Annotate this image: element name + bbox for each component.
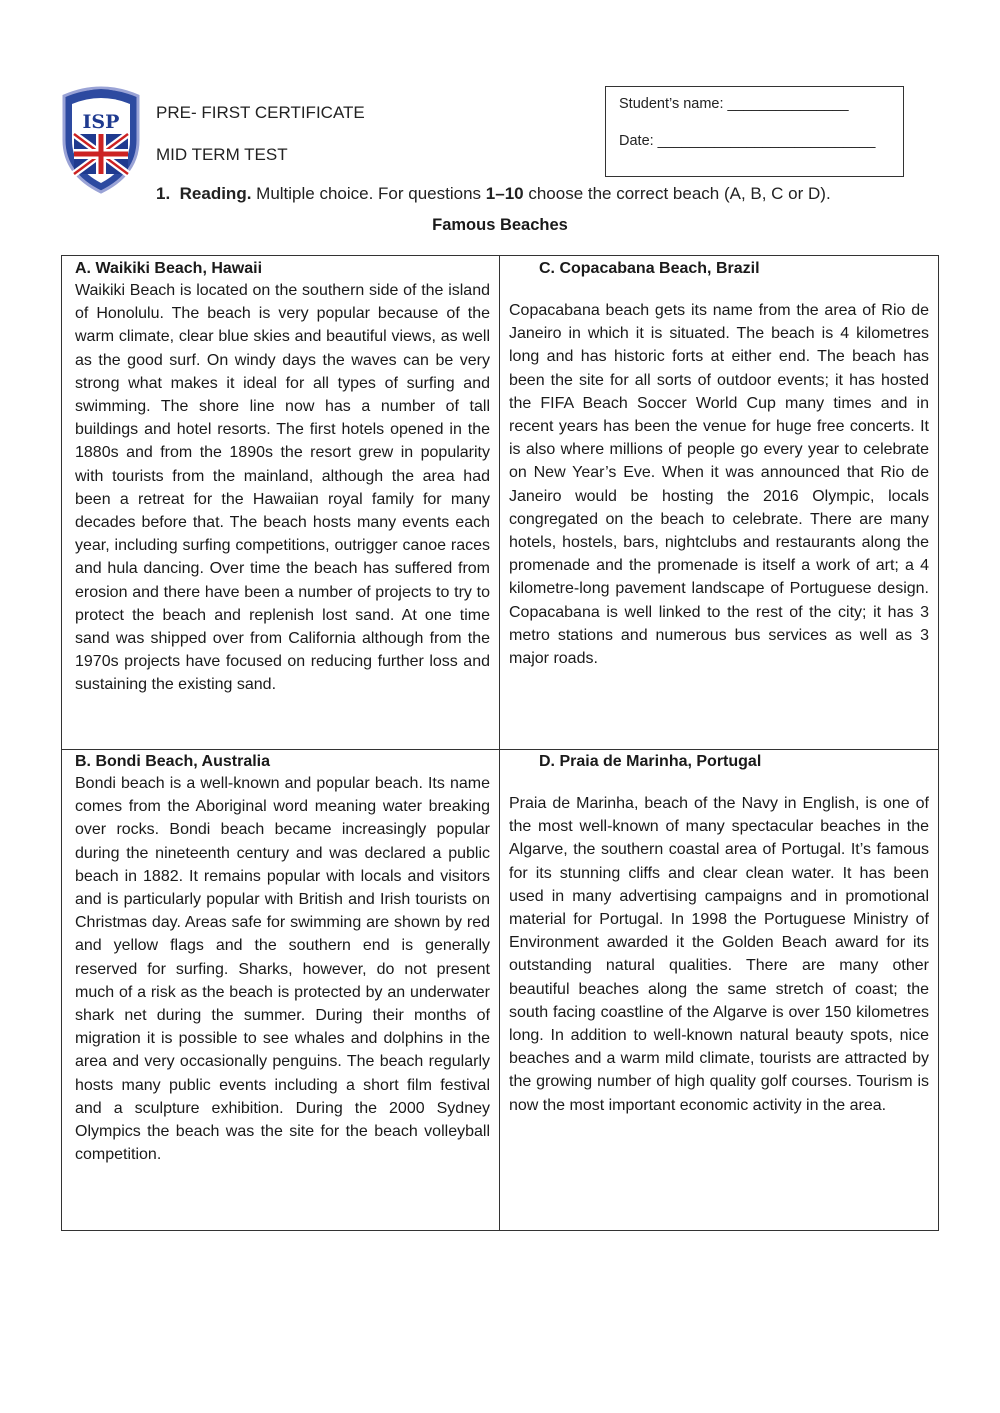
- beach-c-text: Copacabana beach gets its name from the area of Rio de Janeiro in which it is situated. The beach is 4 kilometres long and has historic forts at either end. The beach has been the site for all sorts of outdoor events; it has hosted the FIFA Beach Soccer World Cup many times and in recent years has been the venue for huge free concerts. It is also where millions of people go every year to celebrate on New Year’s Eve. When it was announced that Rio de Janeiro would be hosting the 2016 Olympic, locals congregated on the beach to celebrate. There are many hotels, hostels, bars, nightclubs and restaurants along the promenade and the promenade is itself a work of art; a 4 kilometre-long pavement landscape of Portuguese design. Copacabana is well linked to the rest of the city; it has 3 metro stations and numerous bus services as well as 3 major roads.: [509, 302, 929, 668]
- instruction-text-1: Multiple choice. For questions: [251, 184, 486, 203]
- beach-a-cell: [75, 259, 490, 697]
- question-range: 1–10: [485, 184, 524, 203]
- beach-a-text: Waikiki Beach is located on the southern side of the island of Honolulu. The beach is very popular because of the warm climate, clear blue skies and beautiful views, as well as the good surf. On windy days the waves can be very strong what makes it ideal for all types of surfing and swimming. The shore line now has a number of tall buildings and hotel resorts. The first hotels opened in the 1880s and from the 1890s the resort grew in popularity with tourists from the mainland, although the area had been a retreat for the Hawaiian royal family for many decades before that. The beach hosts many events each year, including surfing competitions, outrigger canoe races and hula dancing. Over time the beach has suffered from erosion and there have been a number of projects to try to protect the beach and replenish lost sand. At one time sand was shipped over from California although from the 1970s projects have focused on reducing further loss and sustaining the existing sand.: [75, 282, 490, 694]
- school-logo: [60, 82, 142, 194]
- question-instruction: [156, 184, 831, 204]
- question-number: 1.: [156, 184, 171, 203]
- passage-title: Famous Beaches: [432, 216, 568, 234]
- beach-b-text: Bondi beach is a well-known and popular beach. Its name comes from the Aboriginal word meaning water breaking over rocks. Bondi beach became increasingly popular during the nineteenth century and was declared a public beach in 1882. It remains popular with locals and visitors and is particularly popular with British and Irish tourists on Christmas day. Areas safe for swimming are shown by red and yellow flags and the southern end is generally reserved for surfing. Sharks, however, do not present much of a risk as the beach is protected by an underwater shark net during the summer. During their months of migration it is possible to see whales and dolphins in the area and very occasionally penguins. The beach regularly hosts many public events including a short film festival and a sculpture exhibition. During the 2000 Sydney Olympics the beach was the site for the beach volleyball competition.: [75, 775, 490, 1164]
- test-type-heading: MID TERM TEST: [156, 145, 288, 164]
- beach-d-text: Praia de Marinha, beach of the Navy in English, is one of the most well-known of many spectacular beaches in the Algarve, the southern coastal area of Portugal. It’s famous for its stunning cliffs and clear clean water. It has been used in many advertising campaigns and in promotional material for Portugal. In 1998 the Portuguese Ministry of Environment awarded it the Golden Beach award for its outstanding natural qualities. There are many other beautiful beaches along the same stretch of coast; the south facing coastline of the Algarve is over 150 kilometres long. In addition to well-known natural beauty spots, nice beaches and a warm mild climate, tourists are attracted by the growing number of high quality golf courses. Tourism is now the most important economic activity in the area.: [509, 795, 929, 1114]
- beach-b-heading: B. Bondi Beach, Australia: [75, 753, 270, 770]
- beach-d-cell: [509, 752, 929, 1117]
- test-level-heading: PRE- FIRST CERTIFICATE: [156, 103, 365, 122]
- table-row-divider: [61, 749, 939, 750]
- beach-b-cell: [75, 752, 490, 1166]
- student-info-box: [605, 86, 904, 177]
- date-field[interactable]: Date: ___________________________: [619, 133, 876, 149]
- beach-a-heading: A. Waikiki Beach, Hawaii: [75, 260, 263, 277]
- beach-d-heading: D. Praia de Marinha, Portugal: [539, 753, 762, 770]
- logo-lettering: ISP: [82, 111, 120, 133]
- table-column-divider: [499, 255, 500, 1231]
- beach-c-heading: C. Copacabana Beach, Brazil: [539, 260, 760, 277]
- beach-c-cell: [509, 259, 929, 670]
- section-label: Reading.: [179, 184, 252, 203]
- instruction-text-2: choose the correct beach (A, B, C or D).: [523, 184, 831, 203]
- student-name-field[interactable]: Student’s name: _______________: [619, 96, 849, 112]
